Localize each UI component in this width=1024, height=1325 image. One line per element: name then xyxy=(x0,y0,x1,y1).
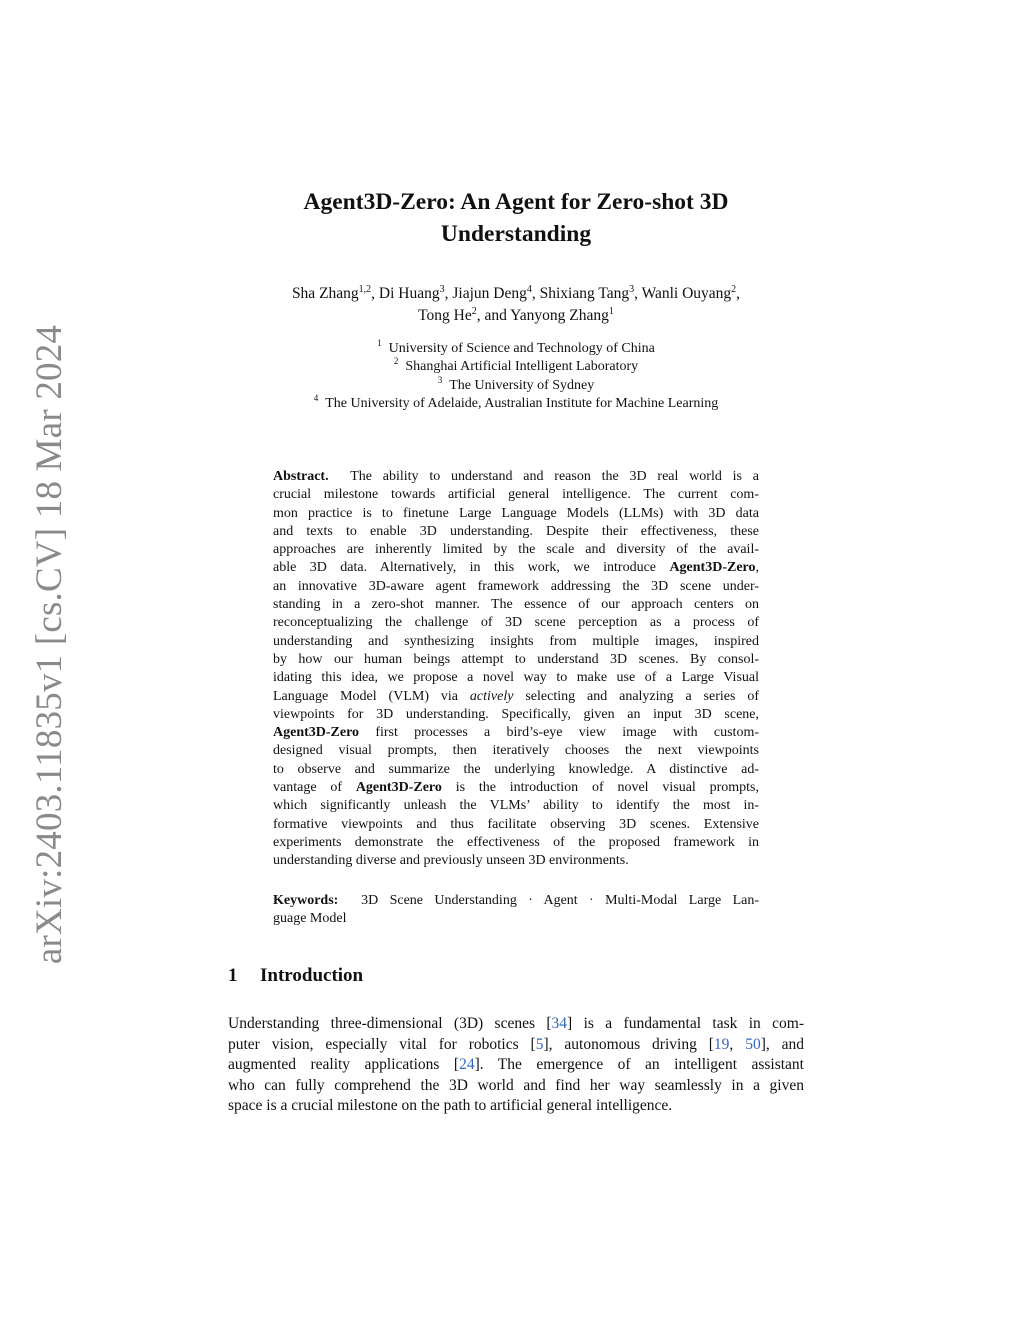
author-list xyxy=(228,283,804,327)
keywords-line: guage Model xyxy=(273,911,347,927)
abstract xyxy=(273,468,759,871)
abstract-text: is the introduction of novel visual prompts, xyxy=(455,780,759,796)
affiliation-number: 4 xyxy=(313,392,319,403)
abstract-line: understanding diverse and previously unseen 3D environments. xyxy=(273,853,629,869)
author-line-1 xyxy=(228,283,804,305)
abstract-line: understanding and synthesizing insights from multiple images, inspired xyxy=(273,633,759,649)
paragraph-line xyxy=(228,1014,804,1035)
author-separator: , xyxy=(736,285,741,302)
abstract-line: reconceptualizing the challenge of 3D scene perception as a process of xyxy=(273,615,759,631)
abstract-line: idating this idea, we propose a novel way to make use of a Large Visual xyxy=(273,670,759,686)
affiliation-name: University of Science and Technology of China xyxy=(388,341,655,356)
abstract-line: standing in a zero-shot manner. The essence of our approach centers on xyxy=(273,597,759,613)
abstract-text: The ability to understand and reason the 3D real world is a xyxy=(350,469,760,484)
affiliation-2 xyxy=(228,358,804,376)
keywords xyxy=(273,892,759,929)
abstract-line: approaches are inherently limited by the scale and diversity of the avail- xyxy=(273,542,759,558)
paper-title xyxy=(228,186,804,250)
author-affiliation-mark: 3 xyxy=(629,284,635,295)
affiliation-number: 3 xyxy=(437,374,443,385)
author-separator: , and xyxy=(476,307,511,324)
keywords-text: 3D Scene Understanding · Agent · Multi-Modal Large Lan- xyxy=(361,893,759,908)
paragraph-text: ]. The emergence of an intelligent assistant xyxy=(474,1056,804,1074)
arxiv-id-text: arXiv:2403.11835v1 [cs.CV] 18 Mar 2024 xyxy=(29,324,71,964)
citation-link[interactable]: 50 xyxy=(745,1035,761,1053)
abstract-line: by how our human beings attempt to understand 3D scenes. By consol- xyxy=(273,651,759,667)
abstract-text: first processes a bird’s-eye view image with custom- xyxy=(375,725,759,741)
method-name: Agent3D-Zero xyxy=(273,725,360,741)
keywords-line xyxy=(273,892,759,910)
paragraph-text: ] is a fundamental task in com- xyxy=(567,1015,804,1032)
abstract-line: an innovative 3D-aware agent framework addressing the 3D scene under- xyxy=(273,578,759,594)
paragraph-text: ], and xyxy=(760,1035,805,1053)
abstract-line: and texts to enable 3D understanding. Despite their effectiveness, these xyxy=(273,523,759,539)
paragraph-line xyxy=(228,1055,804,1076)
abstract-line: which significantly unleash the VLMs’ ability to identify the most in- xyxy=(273,798,759,814)
affiliation-1 xyxy=(228,340,804,358)
title-line-1: Agent3D-Zero: An Agent for Zero-shot 3D xyxy=(303,189,729,215)
author-name: Wanli Ouyang xyxy=(641,285,732,302)
author-line-2 xyxy=(228,305,804,327)
author-name: Sha Zhang xyxy=(291,285,359,302)
paragraph-line: who can fully comprehend the 3D world and find her way seamlessly in a given xyxy=(228,1076,804,1094)
affiliation-name: The University of Sydney xyxy=(449,377,595,393)
author-affiliation-mark: 2 xyxy=(471,306,477,317)
affiliation-name: The University of Adelaide, Australian Institute for Machine Learning xyxy=(325,395,719,411)
author-separator: , xyxy=(531,285,540,302)
method-name: Agent3D-Zero xyxy=(355,780,442,796)
affiliation-name: Shanghai Artificial Intelligent Laboratory xyxy=(405,359,639,375)
abstract-line xyxy=(273,559,759,577)
emphasis-text: actively xyxy=(469,688,514,704)
paragraph-text: , xyxy=(729,1035,746,1053)
title-line-2: Understanding xyxy=(440,221,592,247)
abstract-punctuation: , xyxy=(755,560,759,576)
author-affiliation-mark: 3 xyxy=(439,284,445,295)
paragraph-text: Understanding three-dimensional (3D) scenes [ xyxy=(228,1015,552,1032)
abstract-line: viewpoints for 3D understanding. Specifically, given an input 3D scene, xyxy=(273,706,759,722)
affiliation-number: 2 xyxy=(393,356,399,367)
paragraph-line: space is a crucial milestone on the path to artificial general intelligence. xyxy=(228,1097,673,1115)
author-name: Shixiang Tang xyxy=(539,285,630,302)
affiliation-4 xyxy=(228,392,804,413)
affiliation-number: 1 xyxy=(377,338,382,348)
paragraph-text: augmented reality applications [ xyxy=(228,1056,460,1074)
abstract-line: mon practice is to finetune Large Language Models (LLMs) with 3D data xyxy=(273,505,759,521)
abstract-line xyxy=(273,724,759,742)
abstract-line: to observe and summarize the underlying knowledge. A distinctive ad- xyxy=(273,761,759,777)
section-number: 1 xyxy=(228,965,238,986)
citation-link[interactable]: 24 xyxy=(459,1056,475,1074)
abstract-text: selecting and analyzing a series of xyxy=(525,688,759,704)
author-affiliation-mark: 2 xyxy=(731,284,737,295)
intro-paragraph xyxy=(228,1014,804,1117)
abstract-line: crucial milestone towards artificial general intelligence. The current com- xyxy=(273,487,759,503)
citation-link[interactable]: 19 xyxy=(713,1035,730,1053)
affiliation-list xyxy=(228,340,804,413)
author-name: Di Huang xyxy=(378,285,440,302)
author-name: Tong He xyxy=(418,307,472,324)
arxiv-identifier-stamp xyxy=(26,324,74,964)
author-separator: , xyxy=(444,285,453,302)
abstract-line xyxy=(273,779,759,797)
abstract-label: Abstract. xyxy=(273,469,329,484)
method-name: Agent3D-Zero xyxy=(669,560,756,576)
paragraph-text: puter vision, especially vital for robotics [ xyxy=(228,1035,536,1053)
author-name: Yanyong Zhang xyxy=(510,307,609,324)
section-heading xyxy=(228,965,363,987)
author-affiliation-mark: 4 xyxy=(526,284,532,295)
paragraph-line xyxy=(228,1035,804,1056)
keywords-label: Keywords: xyxy=(273,893,339,908)
abstract-line: formative viewpoints and thus facilitate observing 3D scenes. Extensive xyxy=(273,816,759,832)
author-name: Jiajun Deng xyxy=(452,285,527,302)
abstract-line xyxy=(273,468,759,486)
paragraph-text: ], autonomous driving [ xyxy=(543,1035,714,1053)
author-separator: , xyxy=(634,285,642,302)
author-affiliation-mark: 1 xyxy=(608,306,614,317)
abstract-line: experiments demonstrate the effectiveness of the proposed framework in xyxy=(273,834,759,850)
abstract-line: designed visual prompts, then iteratively chooses the next viewpoints xyxy=(273,743,759,759)
abstract-text: able 3D data. Alternatively, in this work, we introduce xyxy=(273,560,656,576)
abstract-text: vantage of xyxy=(273,780,342,796)
citation-link[interactable]: 34 xyxy=(551,1015,568,1032)
section-title: Introduction xyxy=(260,965,364,986)
author-affiliation-mark: 1,2 xyxy=(358,284,372,295)
citation-link[interactable]: 5 xyxy=(535,1035,544,1053)
author-separator: , xyxy=(371,285,379,302)
abstract-line xyxy=(273,688,759,706)
abstract-text: Language Model (VLM) via xyxy=(273,688,458,704)
